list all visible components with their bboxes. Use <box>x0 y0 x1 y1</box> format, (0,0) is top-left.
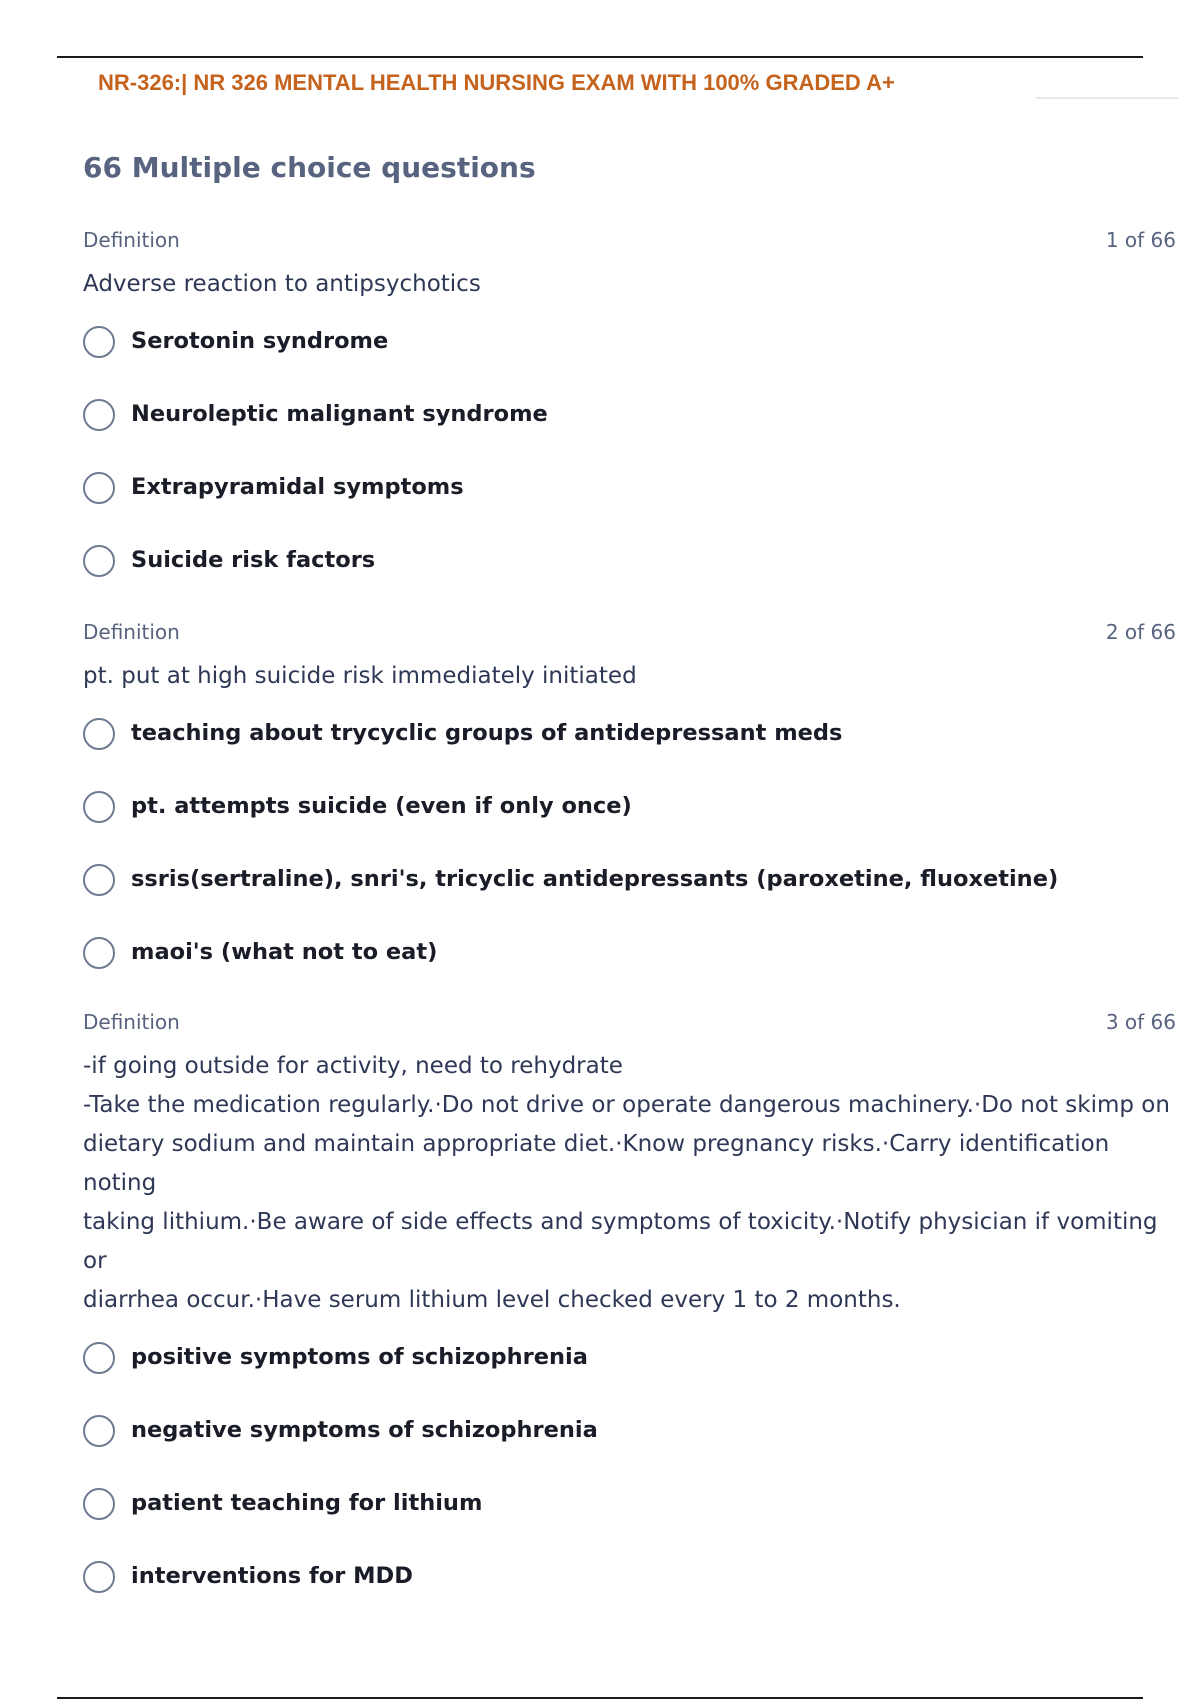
answer-option-label: patient teaching for lithium <box>131 1490 483 1516</box>
answer-option[interactable] <box>83 388 1176 461</box>
document-header: NR-326:| NR 326 MENTAL HEALTH NURSING EXAM WITH 100% GRADED A+ <box>98 70 895 95</box>
radio-button[interactable] <box>83 864 115 896</box>
answer-option[interactable] <box>83 1331 1176 1404</box>
answer-option-label: positive symptoms of schizophrenia <box>131 1344 588 1370</box>
answer-option-label: teaching about trycyclic groups of antidepressant meds <box>131 720 843 746</box>
radio-button[interactable] <box>83 791 115 823</box>
question-2 <box>83 620 1176 999</box>
answer-option-label: negative symptoms of schizophrenia <box>131 1417 598 1443</box>
question-counter: 2 of 66 <box>1105 620 1176 644</box>
term-line: -if going outside for activity, need to rehydrate <box>83 1053 623 1079</box>
question-term <box>83 1047 1176 1320</box>
radio-button[interactable] <box>83 399 115 431</box>
question-1 <box>83 228 1176 607</box>
radio-button[interactable] <box>83 326 115 358</box>
term-line: Adverse reaction to antipsychotics <box>83 271 481 297</box>
answer-option[interactable] <box>83 534 1176 607</box>
question-term <box>83 265 1176 304</box>
question-label: Definition <box>83 620 180 644</box>
term-line: diarrhea occur.·Have serum lithium level checked every 1 to 2 months. <box>83 1287 901 1313</box>
question-term <box>83 657 1176 696</box>
radio-button[interactable] <box>83 1342 115 1374</box>
answer-option-label: ssris(sertraline), snri's, tricyclic antidepressants (paroxetine, fluoxetine) <box>131 866 1059 892</box>
bottom-rule <box>57 1697 1143 1699</box>
radio-button[interactable] <box>83 937 115 969</box>
radio-button[interactable] <box>83 1415 115 1447</box>
term-line: dietary sodium and maintain appropriate diet.·Know pregnancy risks.·Carry identification noting <box>83 1131 1110 1196</box>
answer-option[interactable] <box>83 1550 1176 1623</box>
term-line: -Take the medication regularly.·Do not drive or operate dangerous machinery.·Do not skimp on <box>83 1092 1170 1118</box>
answer-option-label: pt. attempts suicide (even if only once) <box>131 793 632 819</box>
question-counter: 1 of 66 <box>1105 228 1176 252</box>
question-counter: 3 of 66 <box>1105 1010 1176 1034</box>
answer-option[interactable] <box>83 853 1176 926</box>
answer-option[interactable] <box>83 707 1176 780</box>
radio-button[interactable] <box>83 718 115 750</box>
answer-option[interactable] <box>83 926 1176 999</box>
answer-option-label: Serotonin syndrome <box>131 328 389 354</box>
question-label: Definition <box>83 228 180 252</box>
radio-button[interactable] <box>83 1561 115 1593</box>
answer-options <box>83 315 1176 607</box>
question-label: Definition <box>83 1010 180 1034</box>
answer-option[interactable] <box>83 1404 1176 1477</box>
answer-option-label: interventions for MDD <box>131 1563 413 1589</box>
answer-options <box>83 707 1176 999</box>
answer-options <box>83 1331 1176 1623</box>
answer-option-label: Extrapyramidal symptoms <box>131 474 464 500</box>
answer-option[interactable] <box>83 461 1176 534</box>
term-line: pt. put at high suicide risk immediately initiated <box>83 663 637 689</box>
header-underline <box>1036 97 1178 99</box>
answer-option[interactable] <box>83 315 1176 388</box>
term-line: taking lithium.·Be aware of side effects and symptoms of toxicity.·Notify physician if vomiting or <box>83 1209 1158 1274</box>
answer-option[interactable] <box>83 1477 1176 1550</box>
radio-button[interactable] <box>83 545 115 577</box>
answer-option[interactable] <box>83 780 1176 853</box>
question-3 <box>83 1010 1176 1623</box>
set-title: 66 Multiple choice questions <box>83 151 536 184</box>
radio-button[interactable] <box>83 472 115 504</box>
top-rule <box>57 56 1143 58</box>
answer-option-label: Suicide risk factors <box>131 547 376 573</box>
radio-button[interactable] <box>83 1488 115 1520</box>
answer-option-label: maoi's (what not to eat) <box>131 939 438 965</box>
answer-option-label: Neuroleptic malignant syndrome <box>131 401 548 427</box>
